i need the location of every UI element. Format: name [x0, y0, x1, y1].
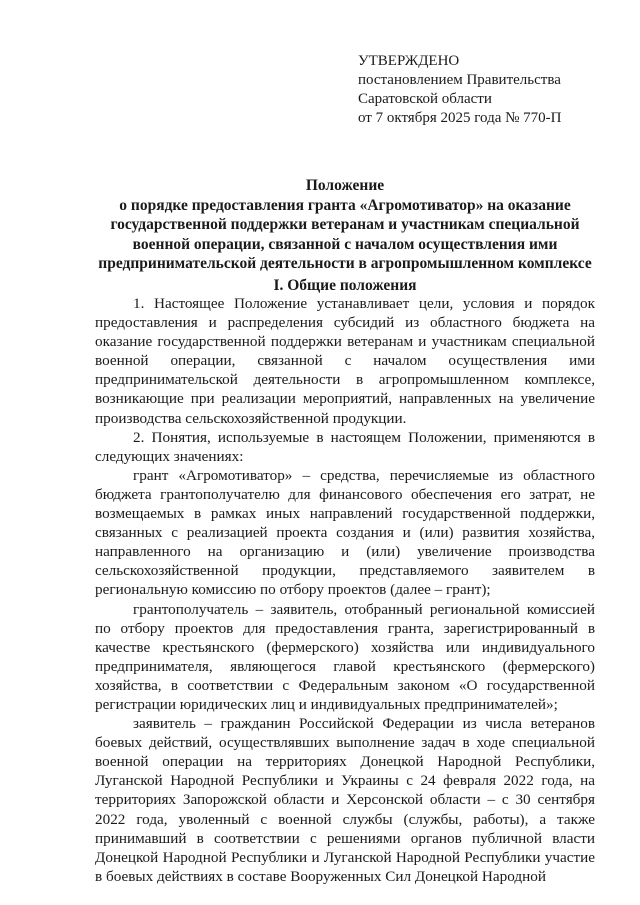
document-title: Положение: [305, 177, 385, 194]
document-subtitle: о порядке предоставления гранта «Агромотиватор» на оказание государственной поддержки ветеранам и участникам специальной военной операции, связанной с началом осуществления ими предпринимательской деятельности в агропромышленном комплексе: [98, 196, 592, 273]
paragraph: грантополучатель – заявитель, отобранный региональной комиссией по отбору проектов для предоставления гранта, зарегистрированный в качестве крестьянского (фермерского) хозяйства или индивидуального предпринимателя, являющегося главой крестьянского (фермерского) хозяйства, в соответствии с Федеральным законом «О государственной регистрации юридических лиц и индивидуальных предпринимателей»;: [95, 600, 595, 713]
document-body: [95, 294, 595, 886]
paragraph: грант «Агромотиватор» – средства, перечисляемые из областного бюджета грантополучателю для финансового обеспечения его затрат, не возмещаемых в рамках иных направлений государственной поддержки, связанных с реализацией проекта создания и (или) развития хозяйства, направленного на организацию и (или) увеличение производства сельскохозяйственной продукции, представляемого заявителем в региональную комиссию по отбору проектов (далее – грант);: [95, 466, 595, 599]
paragraph: заявитель – гражданин Российской Федерации из числа ветеранов боевых действий, осуществлявших выполнение задач в ходе специальной военной операции на территориях Донецкой Народной Республики, Луганской Народной Республики и Украины с 24 февраля 2022 года, на территориях Запорожской области и Херсонской области – с 30 сентября 2022 года, уволенный с военной службы (службы, работы), а также принимавший в соответствии с решениями органов публичной власти Донецкой Народной Республики и Луганской Народной Республики участие в боевых действиях в составе Вооруженных Сил Донецкой Народной: [95, 715, 595, 885]
paragraph: 2. Понятия, используемые в настоящем Положении, применяются в следующих значениях:: [95, 428, 595, 465]
approval-line: от 7 октября 2025 года № 770-П: [358, 110, 562, 126]
approval-stamp: [358, 52, 562, 128]
section-title: I. Общие положения: [273, 277, 417, 294]
document-heading: [95, 176, 595, 274]
approval-title: УТВЕРЖДЕНО: [358, 53, 460, 69]
approval-line: Саратовской области: [358, 91, 492, 107]
paragraph: 1. Настоящее Положение устанавливает цели, условия и порядок предоставления и распределения субсидий из областного бюджета на оказание государственной поддержки ветеранам и участникам специальной военной операции, связанной с началом осуществления ими предпринимательской деятельности в агропромышленном комплексе, возникающие при реализации мероприятий, направленных на увеличение производства сельскохозяйственной продукции.: [95, 295, 595, 427]
approval-line: постановлением Правительства: [358, 72, 561, 88]
